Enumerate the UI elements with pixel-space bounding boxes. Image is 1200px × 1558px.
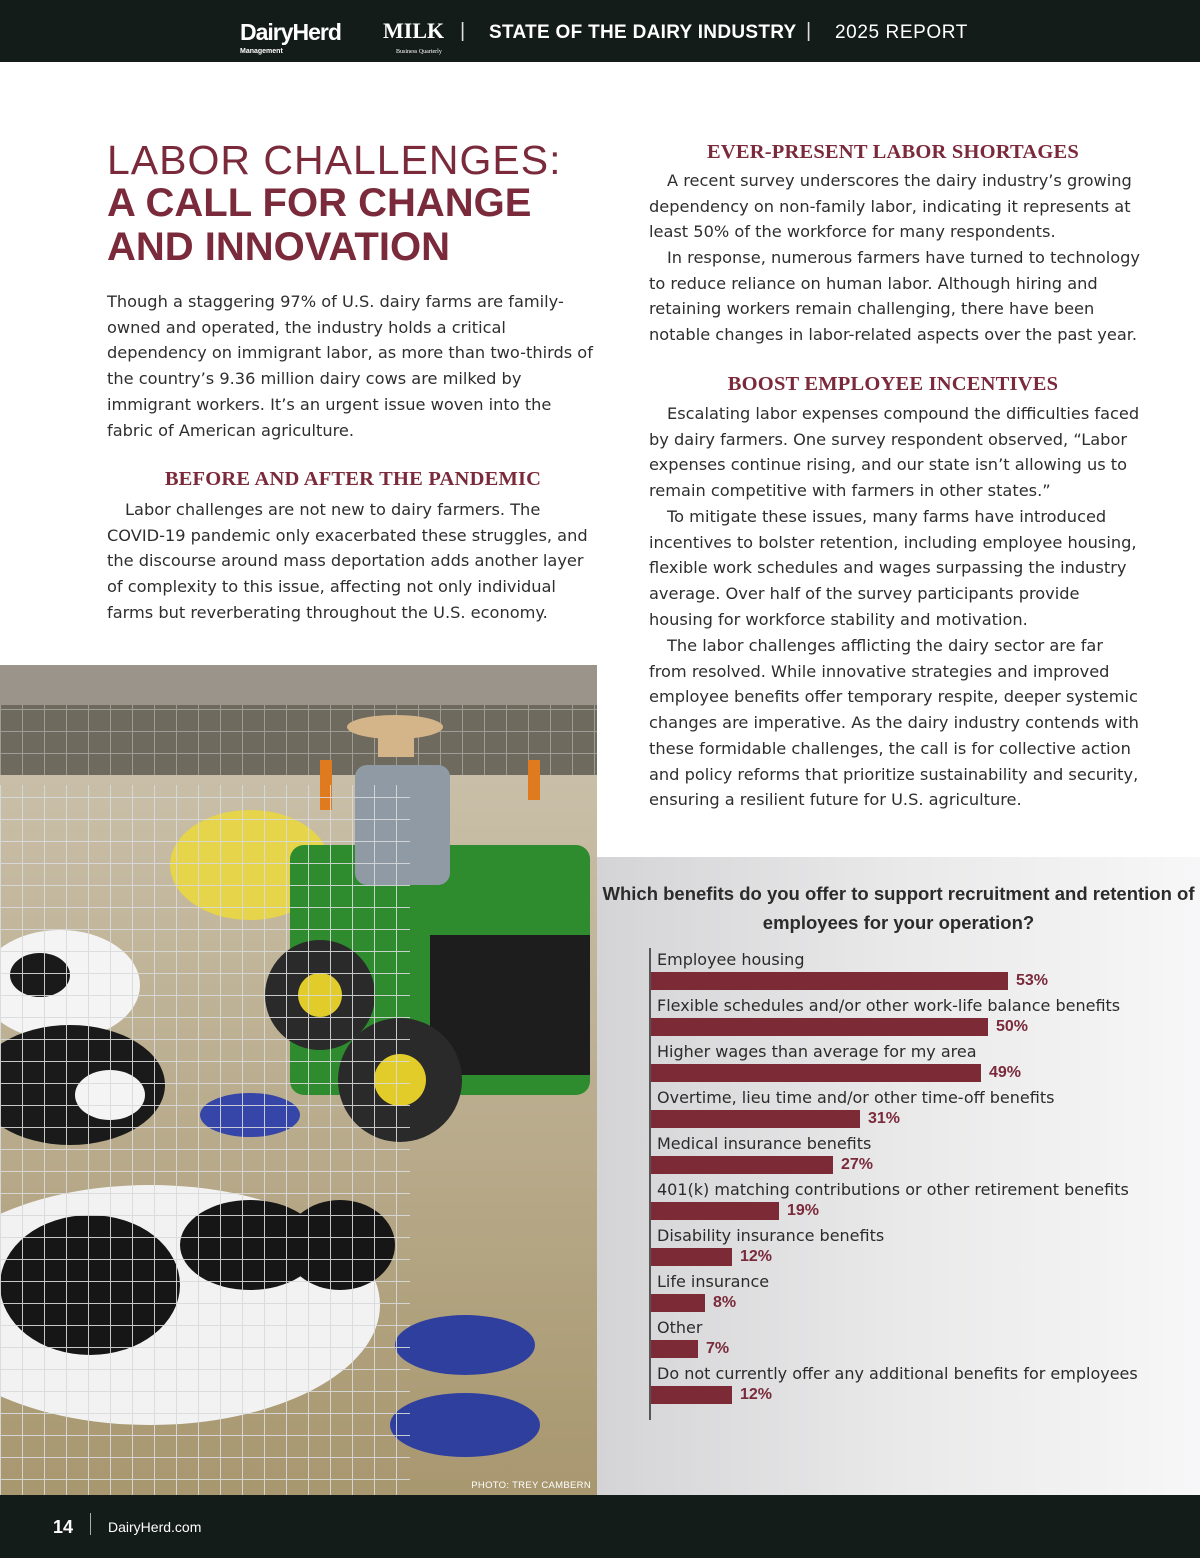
bar	[651, 1386, 732, 1404]
bar-label: 401(k) matching contributions or other retirement benefits	[657, 1180, 1129, 1199]
incentives-paragraph-1: Escalating labor expenses compound the difficulties faced by dairy farmers. One survey respondent observed, “Labor expenses continue rising, and our state isn’t allowing us to remain competitive with farmers in other states.”	[649, 404, 1140, 501]
pandemic-paragraph: Labor challenges are not new to dairy farmers. The COVID-19 pandemic only exacerbated these struggles, and the discourse around mass deportation adds another layer of complexity to this issue, affecting not only individual farms but reverberating throughout the U.S. economy.	[107, 500, 588, 622]
footer-bar	[0, 1495, 1200, 1558]
section-heading-shortages: EVER-PRESENT LABOR SHORTAGES	[706, 141, 1080, 163]
bar-value: 19%	[787, 1202, 820, 1219]
footer-divider	[90, 1513, 91, 1535]
bar-label: Flexible schedules and/or other work-life balance benefits	[657, 996, 1121, 1015]
bar-label: Employee housing	[657, 950, 805, 969]
header-separator: |	[460, 20, 466, 42]
header-bar	[0, 0, 1200, 62]
incentives-paragraph-2: To mitigate these issues, many farms have introduced incentives to bolster retention, including employee housing, flexible work schedules and wages surpassing the industry average. Over half of the survey participants provide housing for workforce stability and motivation.	[649, 507, 1137, 629]
header-separator: |	[806, 20, 812, 42]
bar	[651, 972, 1008, 990]
bar-value: 12%	[740, 1248, 773, 1265]
bar-label: Higher wages than average for my area	[657, 1042, 977, 1061]
bar	[651, 1248, 732, 1266]
dairy-herd-logo[interactable]	[240, 19, 341, 55]
bar-value: 49%	[989, 1064, 1022, 1081]
dairy-herd-logo-text: DairyHerd	[240, 19, 341, 45]
milk-logo-text: MILK	[383, 18, 445, 43]
bar-value: 7%	[706, 1340, 730, 1357]
chart-title: Which benefits do you offer to support recruitment and retention of employees for your operation?	[602, 883, 1195, 933]
bar	[651, 1340, 698, 1358]
shortages-paragraph-1: A recent survey underscores the dairy industry’s growing dependency on non-family labor, indicating it represents at least 50% of the workforce for many respondents.	[649, 171, 1132, 242]
bar	[651, 1294, 705, 1312]
bar-label: Disability insurance benefits	[657, 1226, 885, 1245]
section-heading-incentives: BOOST EMPLOYEE INCENTIVES	[727, 373, 1059, 395]
report-title: STATE OF THE DAIRY INDUSTRY	[489, 22, 797, 43]
incentives-paragraph-3: The labor challenges afflicting the dairy sector are far from resolved. While innovative strategies and improved employee benefits offer temporary respite, deeper systemic changes are imperative. As the dairy industry contends with these formidable challenges, the call is for collective action and policy reforms that prioritize sustainability and security, ensuring a resilient future for U.S. agriculture.	[649, 636, 1139, 810]
report-year: 2025 REPORT	[835, 22, 968, 43]
dairy-herd-logo-subtitle: Management	[240, 48, 283, 55]
bar	[651, 1156, 833, 1174]
bar-label: Medical insurance benefits	[657, 1134, 872, 1153]
bar	[651, 1110, 860, 1128]
website-link[interactable]: DairyHerd.com	[108, 1519, 202, 1535]
intro-paragraph: Though a staggering 97% of U.S. dairy farms are family-owned and operated, the industry holds a critical dependency on immigrant labor, as more than two-thirds of the country’s 9.36 million dairy cows are milked by immigrant workers. It’s an urgent issue woven into the fabric of American agriculture.	[107, 292, 593, 440]
milk-logo-subtitle: Business Quarterly	[396, 49, 442, 55]
bar	[651, 1018, 988, 1036]
bar-label: Overtime, lieu time and/or other time-off benefits	[657, 1088, 1055, 1107]
bar	[651, 1202, 779, 1220]
photo-credit: PHOTO: TREY CAMBERN	[471, 1480, 591, 1491]
headline-line-1: LABOR CHALLENGES:	[107, 137, 562, 183]
page-number: 14	[53, 1517, 74, 1537]
bar-value: 53%	[1016, 972, 1049, 989]
bar-value: 50%	[996, 1018, 1029, 1035]
bar-label: Life insurance	[657, 1272, 770, 1291]
bar-label: Do not currently offer any additional benefits for employees	[657, 1364, 1138, 1383]
bar-label: Other	[657, 1318, 703, 1337]
bar-value: 27%	[841, 1156, 874, 1173]
section-heading-pandemic: BEFORE AND AFTER THE PANDEMIC	[164, 468, 542, 490]
shortages-paragraph-2: In response, numerous farmers have turned to technology to reduce reliance on human labor. Although hiring and retaining workers remain challenging, there have been notable changes in labor-related aspects over the past year.	[649, 248, 1140, 345]
bar-value: 31%	[868, 1110, 901, 1127]
headline-line-2: A CALL FOR CHANGE AND INNOVATION	[107, 181, 532, 269]
bar-value: 12%	[740, 1386, 773, 1403]
milk-logo[interactable]	[383, 18, 445, 55]
farm-photo-illustration	[0, 665, 597, 1495]
bar-value: 8%	[713, 1294, 737, 1311]
bar	[651, 1064, 981, 1082]
farm-photo	[0, 665, 597, 1495]
